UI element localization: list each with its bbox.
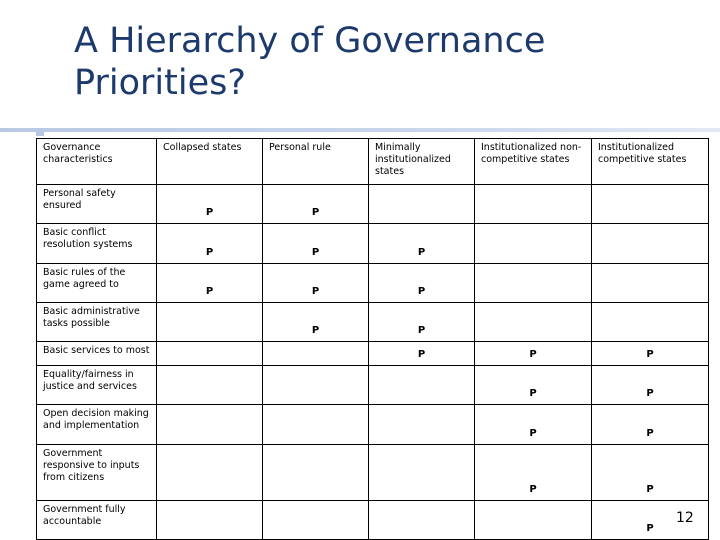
- row-label: Personal safety ensured: [37, 185, 157, 224]
- table-cell: P: [263, 185, 369, 224]
- table-cell: [369, 444, 475, 500]
- table-cell: P: [475, 444, 592, 500]
- table-cell: [263, 342, 369, 366]
- table-cell: [369, 365, 475, 404]
- table-cell: P: [592, 444, 709, 500]
- table-header-row: [37, 139, 709, 185]
- table-cell: [592, 302, 709, 341]
- governance-priorities-table: [36, 138, 709, 540]
- table-cell: [592, 263, 709, 302]
- table-cell: [157, 365, 263, 404]
- table-cell: P: [263, 263, 369, 302]
- table-cell: [263, 405, 369, 444]
- table-cell: [157, 500, 263, 539]
- table-row: [37, 365, 709, 404]
- title-divider-notch: [36, 128, 44, 136]
- header-minimally-institutionalized: Minimally institutionalized states: [369, 139, 475, 185]
- row-label: Basic administrative tasks possible: [37, 302, 157, 341]
- slide-number: 12: [676, 510, 694, 526]
- table-cell: [592, 224, 709, 263]
- table-cell: [475, 263, 592, 302]
- table-row: [37, 342, 709, 366]
- table-cell: [157, 342, 263, 366]
- header-governance-characteristics: Governance characteristics: [37, 139, 157, 185]
- table-cell: P: [475, 405, 592, 444]
- table-cell: P: [263, 302, 369, 341]
- table-row: [37, 263, 709, 302]
- table-cell: [263, 365, 369, 404]
- table-cell: [157, 302, 263, 341]
- table-row: [37, 500, 709, 539]
- table-cell: P: [263, 224, 369, 263]
- slide-title-line-1: A Hierarchy of Governance: [74, 21, 546, 61]
- table-row: [37, 405, 709, 444]
- table-cell: [475, 302, 592, 341]
- table-cell: [157, 444, 263, 500]
- table-cell: P: [592, 500, 709, 539]
- table-cell: [263, 444, 369, 500]
- header-collapsed-states: Collapsed states: [157, 139, 263, 185]
- row-label: Equality/fairness in justice and services: [37, 365, 157, 404]
- title-divider-bar: [0, 128, 720, 132]
- table-cell: [157, 405, 263, 444]
- slide-title-line-2: Priorities?: [74, 63, 246, 103]
- header-personal-rule: Personal rule: [263, 139, 369, 185]
- table-cell: [263, 500, 369, 539]
- header-institutionalized-non-competitive: Institutionalized non-competitive states: [475, 139, 592, 185]
- table-cell: [369, 185, 475, 224]
- table-row: [37, 224, 709, 263]
- table-cell: [592, 185, 709, 224]
- table-row: [37, 444, 709, 500]
- table-cell: P: [475, 342, 592, 366]
- table-cell: P: [592, 405, 709, 444]
- table-cell: P: [157, 263, 263, 302]
- table-row: [37, 302, 709, 341]
- table-cell: [475, 185, 592, 224]
- table-cell: [475, 500, 592, 539]
- row-label: Government fully accountable: [37, 500, 157, 539]
- row-label: Basic services to most: [37, 342, 157, 366]
- table-cell: P: [369, 302, 475, 341]
- row-label: Basic conflict resolution systems: [37, 224, 157, 263]
- row-label: Government responsive to inputs from citizens: [37, 444, 157, 500]
- table-cell: [369, 405, 475, 444]
- table-cell: P: [475, 365, 592, 404]
- table-cell: P: [592, 365, 709, 404]
- table-cell: P: [157, 224, 263, 263]
- table-cell: P: [369, 224, 475, 263]
- header-institutionalized-competitive: Institutionalized competitive states: [592, 139, 709, 185]
- table-cell: P: [157, 185, 263, 224]
- row-label: Open decision making and implementation: [37, 405, 157, 444]
- table-row: [37, 185, 709, 224]
- slide-title: [74, 20, 694, 104]
- table-cell: [369, 500, 475, 539]
- table-cell: P: [369, 263, 475, 302]
- table-cell: P: [369, 342, 475, 366]
- row-label: Basic rules of the game agreed to: [37, 263, 157, 302]
- table-cell: [475, 224, 592, 263]
- table-cell: P: [592, 342, 709, 366]
